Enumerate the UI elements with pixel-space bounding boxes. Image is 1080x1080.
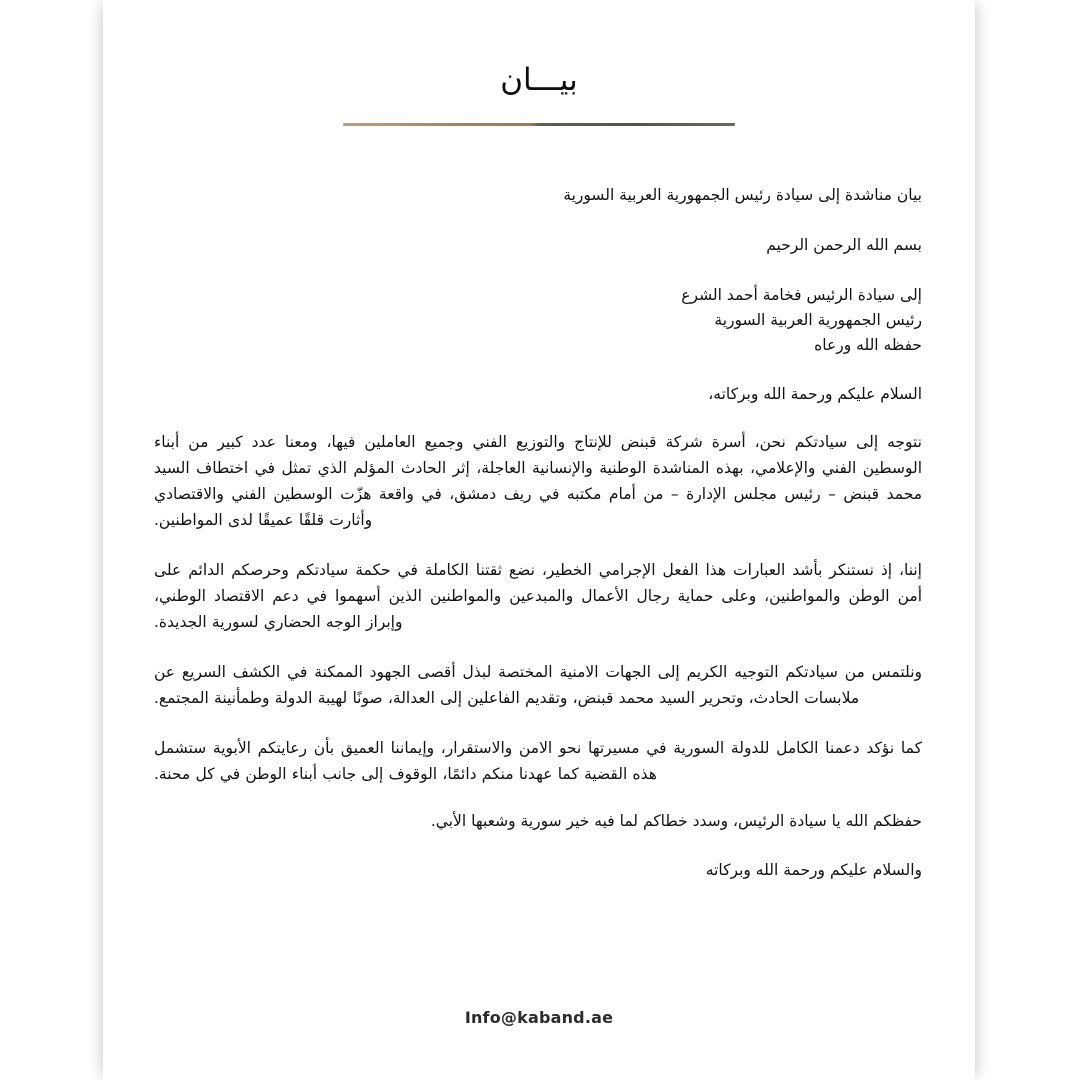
document-sheet — [103, 0, 975, 1080]
addressee-block — [154, 283, 922, 358]
spacer — [154, 358, 922, 382]
spacer — [154, 635, 922, 659]
masthead — [103, 0, 975, 126]
spacer — [154, 533, 922, 557]
spacer — [154, 834, 922, 858]
page-title: بيـــان — [500, 62, 578, 98]
document-subtitle: بيان مناشدة إلى سيادة رئيس الجمهورية العربية السورية — [563, 185, 922, 204]
document-body — [103, 183, 975, 883]
spacer — [154, 711, 922, 735]
signoff-line-1: حفظكم الله يا سيادة الرئيس، وسدد خطاكم لما فيه خير سورية وشعبها الأبي. — [430, 811, 922, 830]
addressee-line-1: إلى سيادة الرئيس فخامة أحمد الشرع — [681, 285, 922, 304]
spacer — [154, 407, 922, 429]
contact-email[interactable]: Info@kaband.ae — [464, 1008, 614, 1027]
greeting-line: السلام عليكم ورحمة الله وبركاته، — [708, 384, 922, 403]
body-paragraph-3: ونلتمس من سيادتكم التوجيه الكريم إلى الجهات الامنية المختصة لبذل أقصى الجهود الممكنة في الكشف السريع عن ملابسات الحادث، وتحرير السيد محمد قبنض، وتقديم الفاعلين إلى العدالة، صونًا لهيبة الدولة وطمأنينة المجتمع. — [154, 662, 922, 707]
spacer — [154, 208, 922, 233]
body-paragraph-2: إننا، إذ نستنكر بأشد العبارات هذا الفعل الإجرامي الخطير، نضع ثقتنا الكاملة في حكمة سيادتكم وحرصكم الدائم على أمن الوطن والمواطنين، وعلى حماية رجال الأعمال والمبدعين والمواطنين الذين أسهموا في دعم الاقتصاد الوطني، وإبراز الوجه الحضاري لسورية الجديدة. — [154, 560, 922, 631]
addressee-line-2: رئيس الجمهورية العربية السورية — [714, 310, 922, 329]
basmala-line: بسم الله الرحمن الرحيم — [766, 235, 922, 254]
spacer — [154, 787, 922, 809]
addressee-line-3: حفظه الله ورعاه — [814, 335, 922, 354]
document-footer — [103, 1008, 975, 1027]
body-paragraph-4: كما نؤكد دعمنا الكامل للدولة السورية في مسيرتها نحو الامن والاستقرار، وإيماننا العميق بأن رعايتكم الأبوية ستشمل هذه القضية كما عهدنا منكم دائمًا، الوقوف إلى جانب أبناء الوطن في كل محنة. — [154, 738, 922, 783]
spacer — [154, 258, 922, 283]
body-paragraph-1: نتوجه إلى سيادتكم نحن، أسرة شركة قبنض للإنتاج والتوزيع الفني وجميع العاملين فيها، ومعنا عدد كبير من أبناء الوسطين الفني والإعلامي، بهذه المناشدة الوطنية والإنسانية العاجلة، إثر الحادث المؤلم الذي تمثل في اختطاف السيد محمد قبنض – رئيس مجلس الإدارة – من أمام مكتبه في ريف دمشق، في واقعة هزّت الوسطين الفني والاقتصادي وأثارت قلقًا عميقًا لدى المواطنين. — [154, 432, 922, 529]
signoff-line-2: والسلام عليكم ورحمة الله وبركاته — [705, 860, 922, 879]
title-divider — [343, 123, 735, 126]
